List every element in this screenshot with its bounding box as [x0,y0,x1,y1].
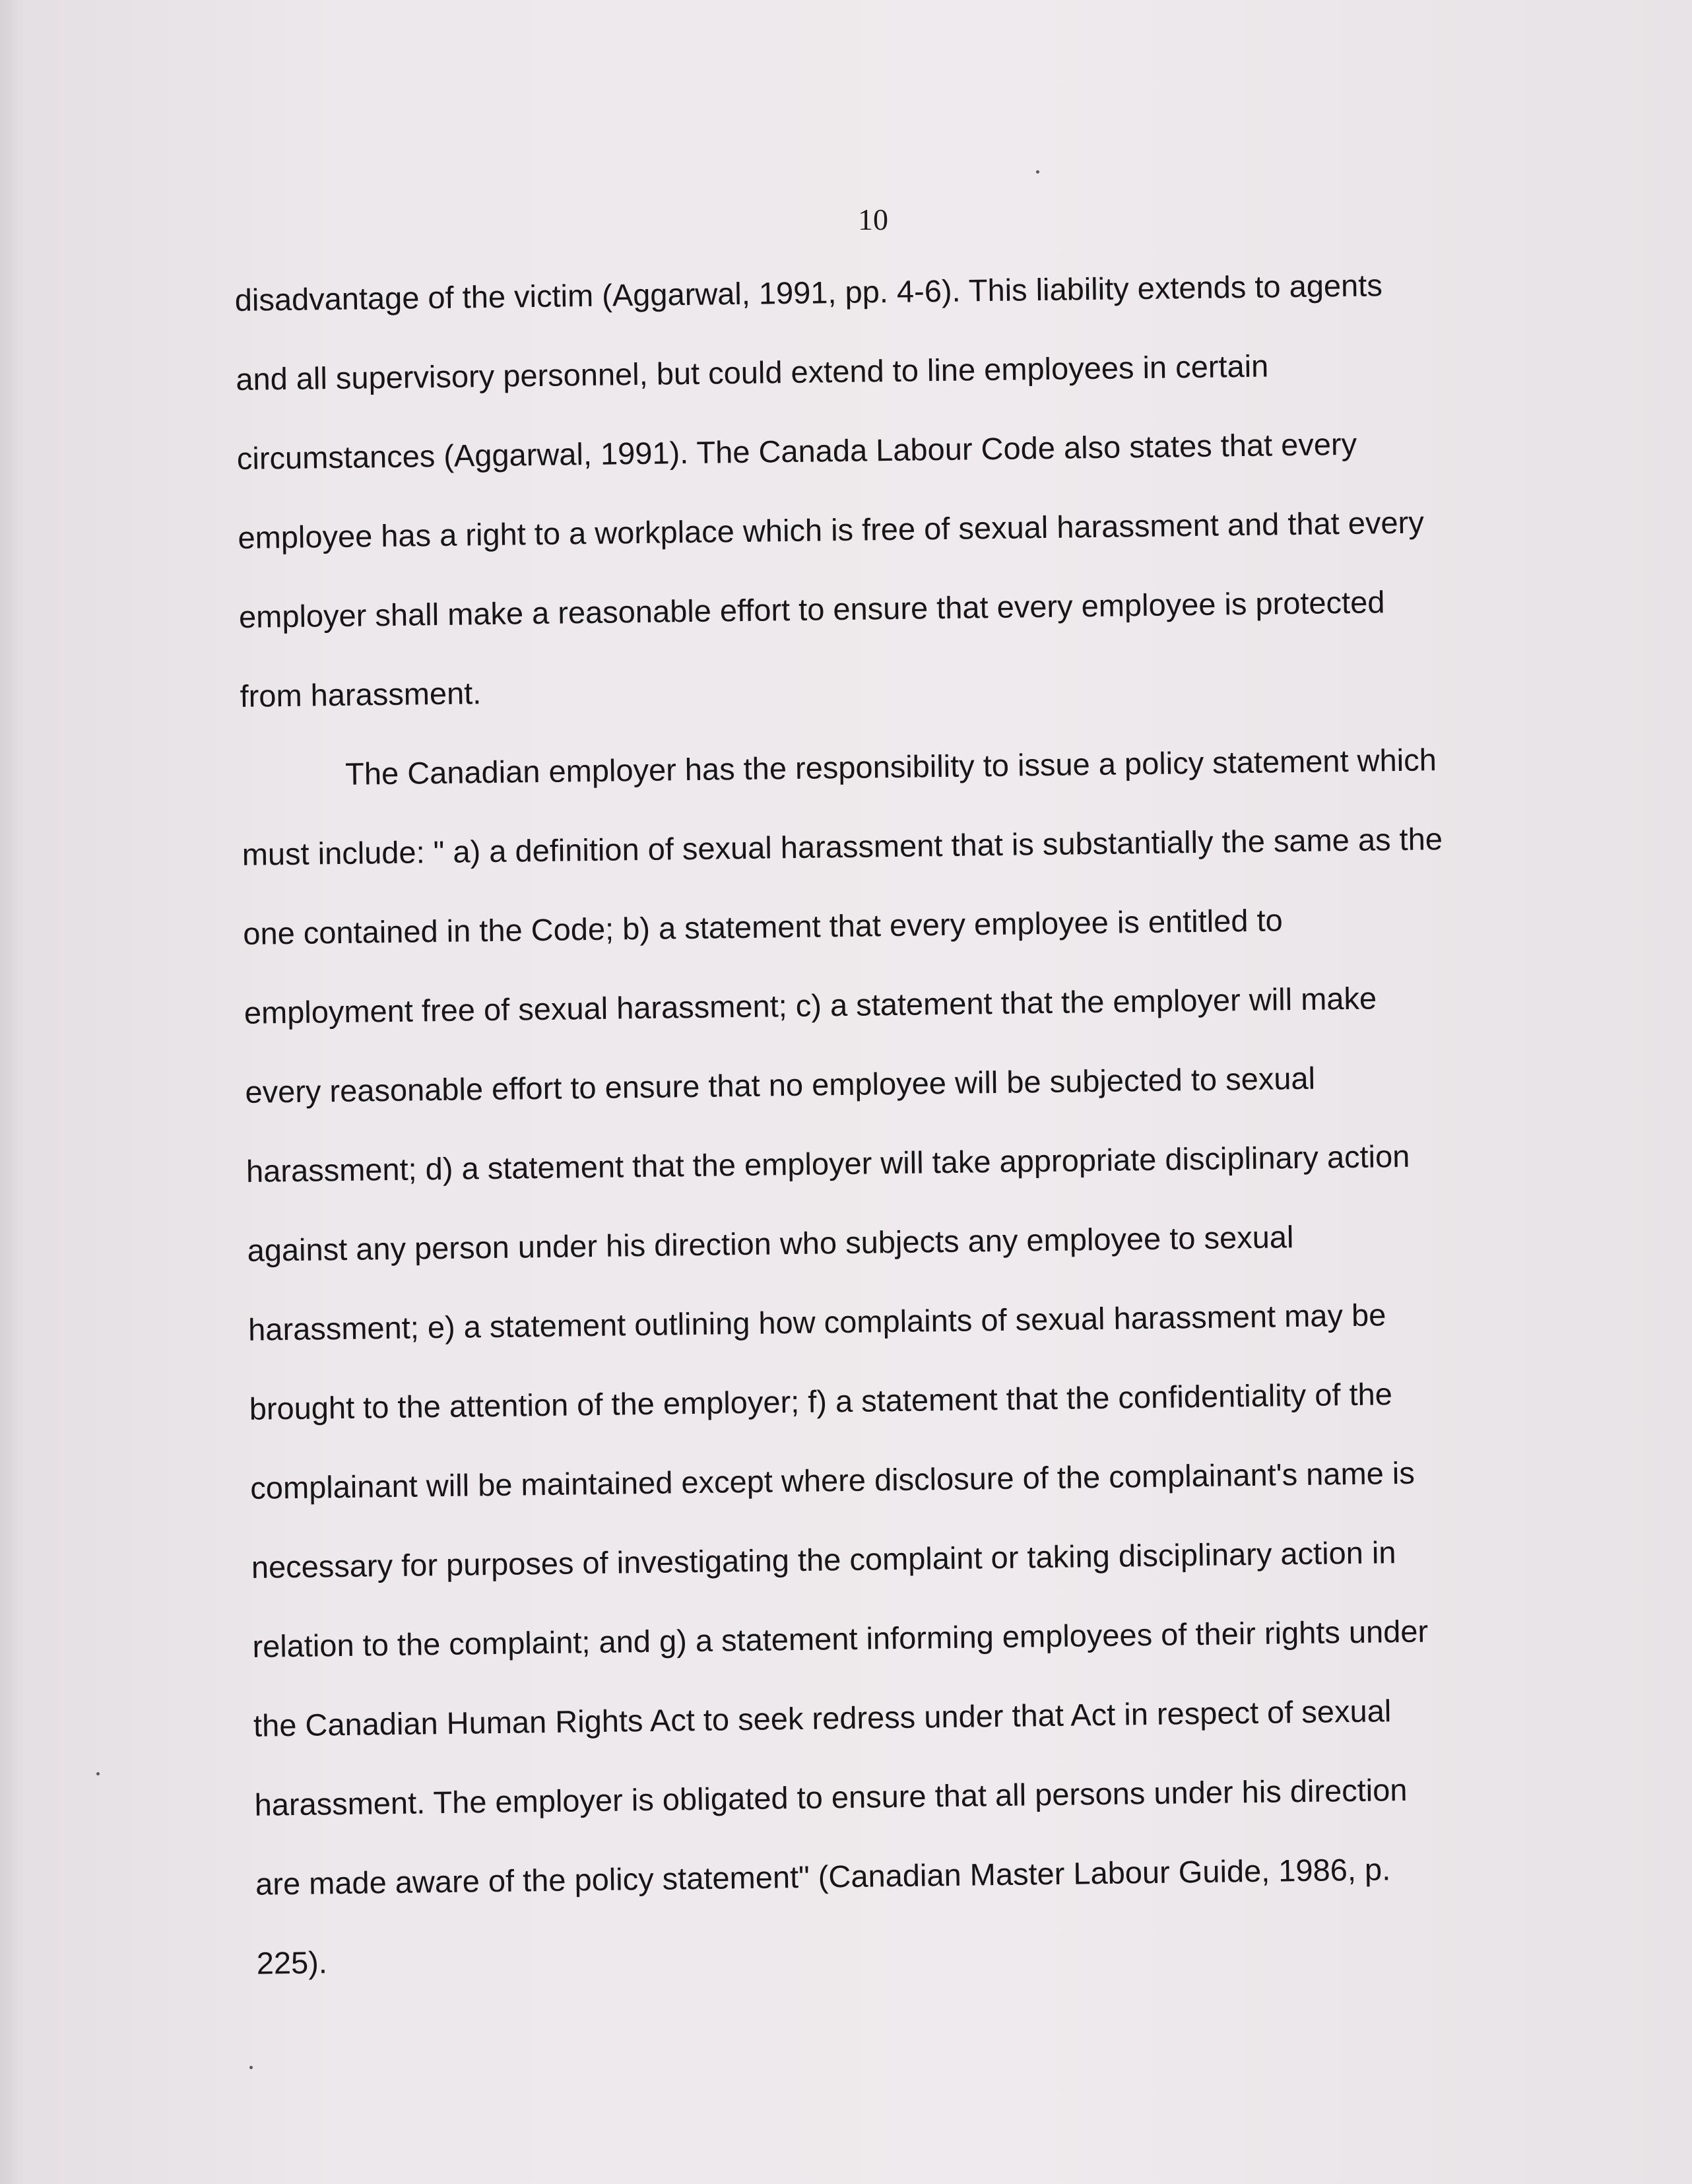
text-line: complainant will be maintained except where disclosure of the complainant's name is [249,1455,1415,1506]
text-line: employment free of sexual harassment; c) a statement that the employer will make [244,980,1377,1030]
scan-speck [96,1772,100,1775]
text-line: The Canadian employer has the responsibility to issue a policy statement which [344,742,1437,791]
text-line: brought to the attention of the employer; f) a statement that the confidentiality of the [249,1376,1393,1426]
text-line: one contained in the Code; b) a statement that every employee is entitled to [242,902,1284,951]
text-line: 225). [256,1944,328,1981]
text-line: every reasonable effort to ensure that no employee will be subjected to sexual [245,1060,1316,1109]
paragraph-1 [234,244,1547,736]
text-line: from harassment. [240,675,482,713]
scan-speck [1036,170,1039,174]
page-edge-shadow [0,0,24,2184]
text-line: harassment. The employer is obligated to ensure that all persons under his direction [254,1771,1408,1822]
text-line: must include: " a) a definition of sexual harassment that is substantially the same as the [242,821,1443,872]
text-line: disadvantage of the victim (Aggarwal, 1991, pp. 4-6). This liability extends to agents [234,267,1383,317]
text-line: harassment; d) a statement that the employer will take appropriate disciplinary action [245,1138,1410,1189]
text-line: employee has a right to a workplace which is free of sexual harassment and that every [238,504,1425,555]
text-line: harassment; e) a statement outlining how complaints of sexual harassment may be [247,1297,1386,1347]
text-line: relation to the complaint; and g) a statement informing employees of their rights under [252,1613,1429,1664]
text-line: necessary for purposes of investigating the complaint or taking disciplinary action in [251,1535,1396,1585]
text-line: are made aware of the policy statement" (Canadian Master Labour Guide, 1986, p. [255,1851,1391,1902]
scan-speck [249,2066,253,2069]
page-number: 10 [858,203,888,236]
text-line: employer shall make a reasonable effort to ensure that every employee is protected [238,584,1385,634]
text-line: and all supervisory personnel, but could extend to line employees in certain [236,348,1269,397]
text-line: against any person under his direction who subjects any employee to sexual [247,1219,1294,1268]
text-line: circumstances (Aggarwal, 1991). The Canada Labour Code also states that every [236,426,1357,476]
paragraph-2 [240,719,1563,2003]
body-text [234,244,1563,2003]
text-line: the Canadian Human Rights Act to seek redress under that Act in respect of sexual [253,1693,1392,1743]
